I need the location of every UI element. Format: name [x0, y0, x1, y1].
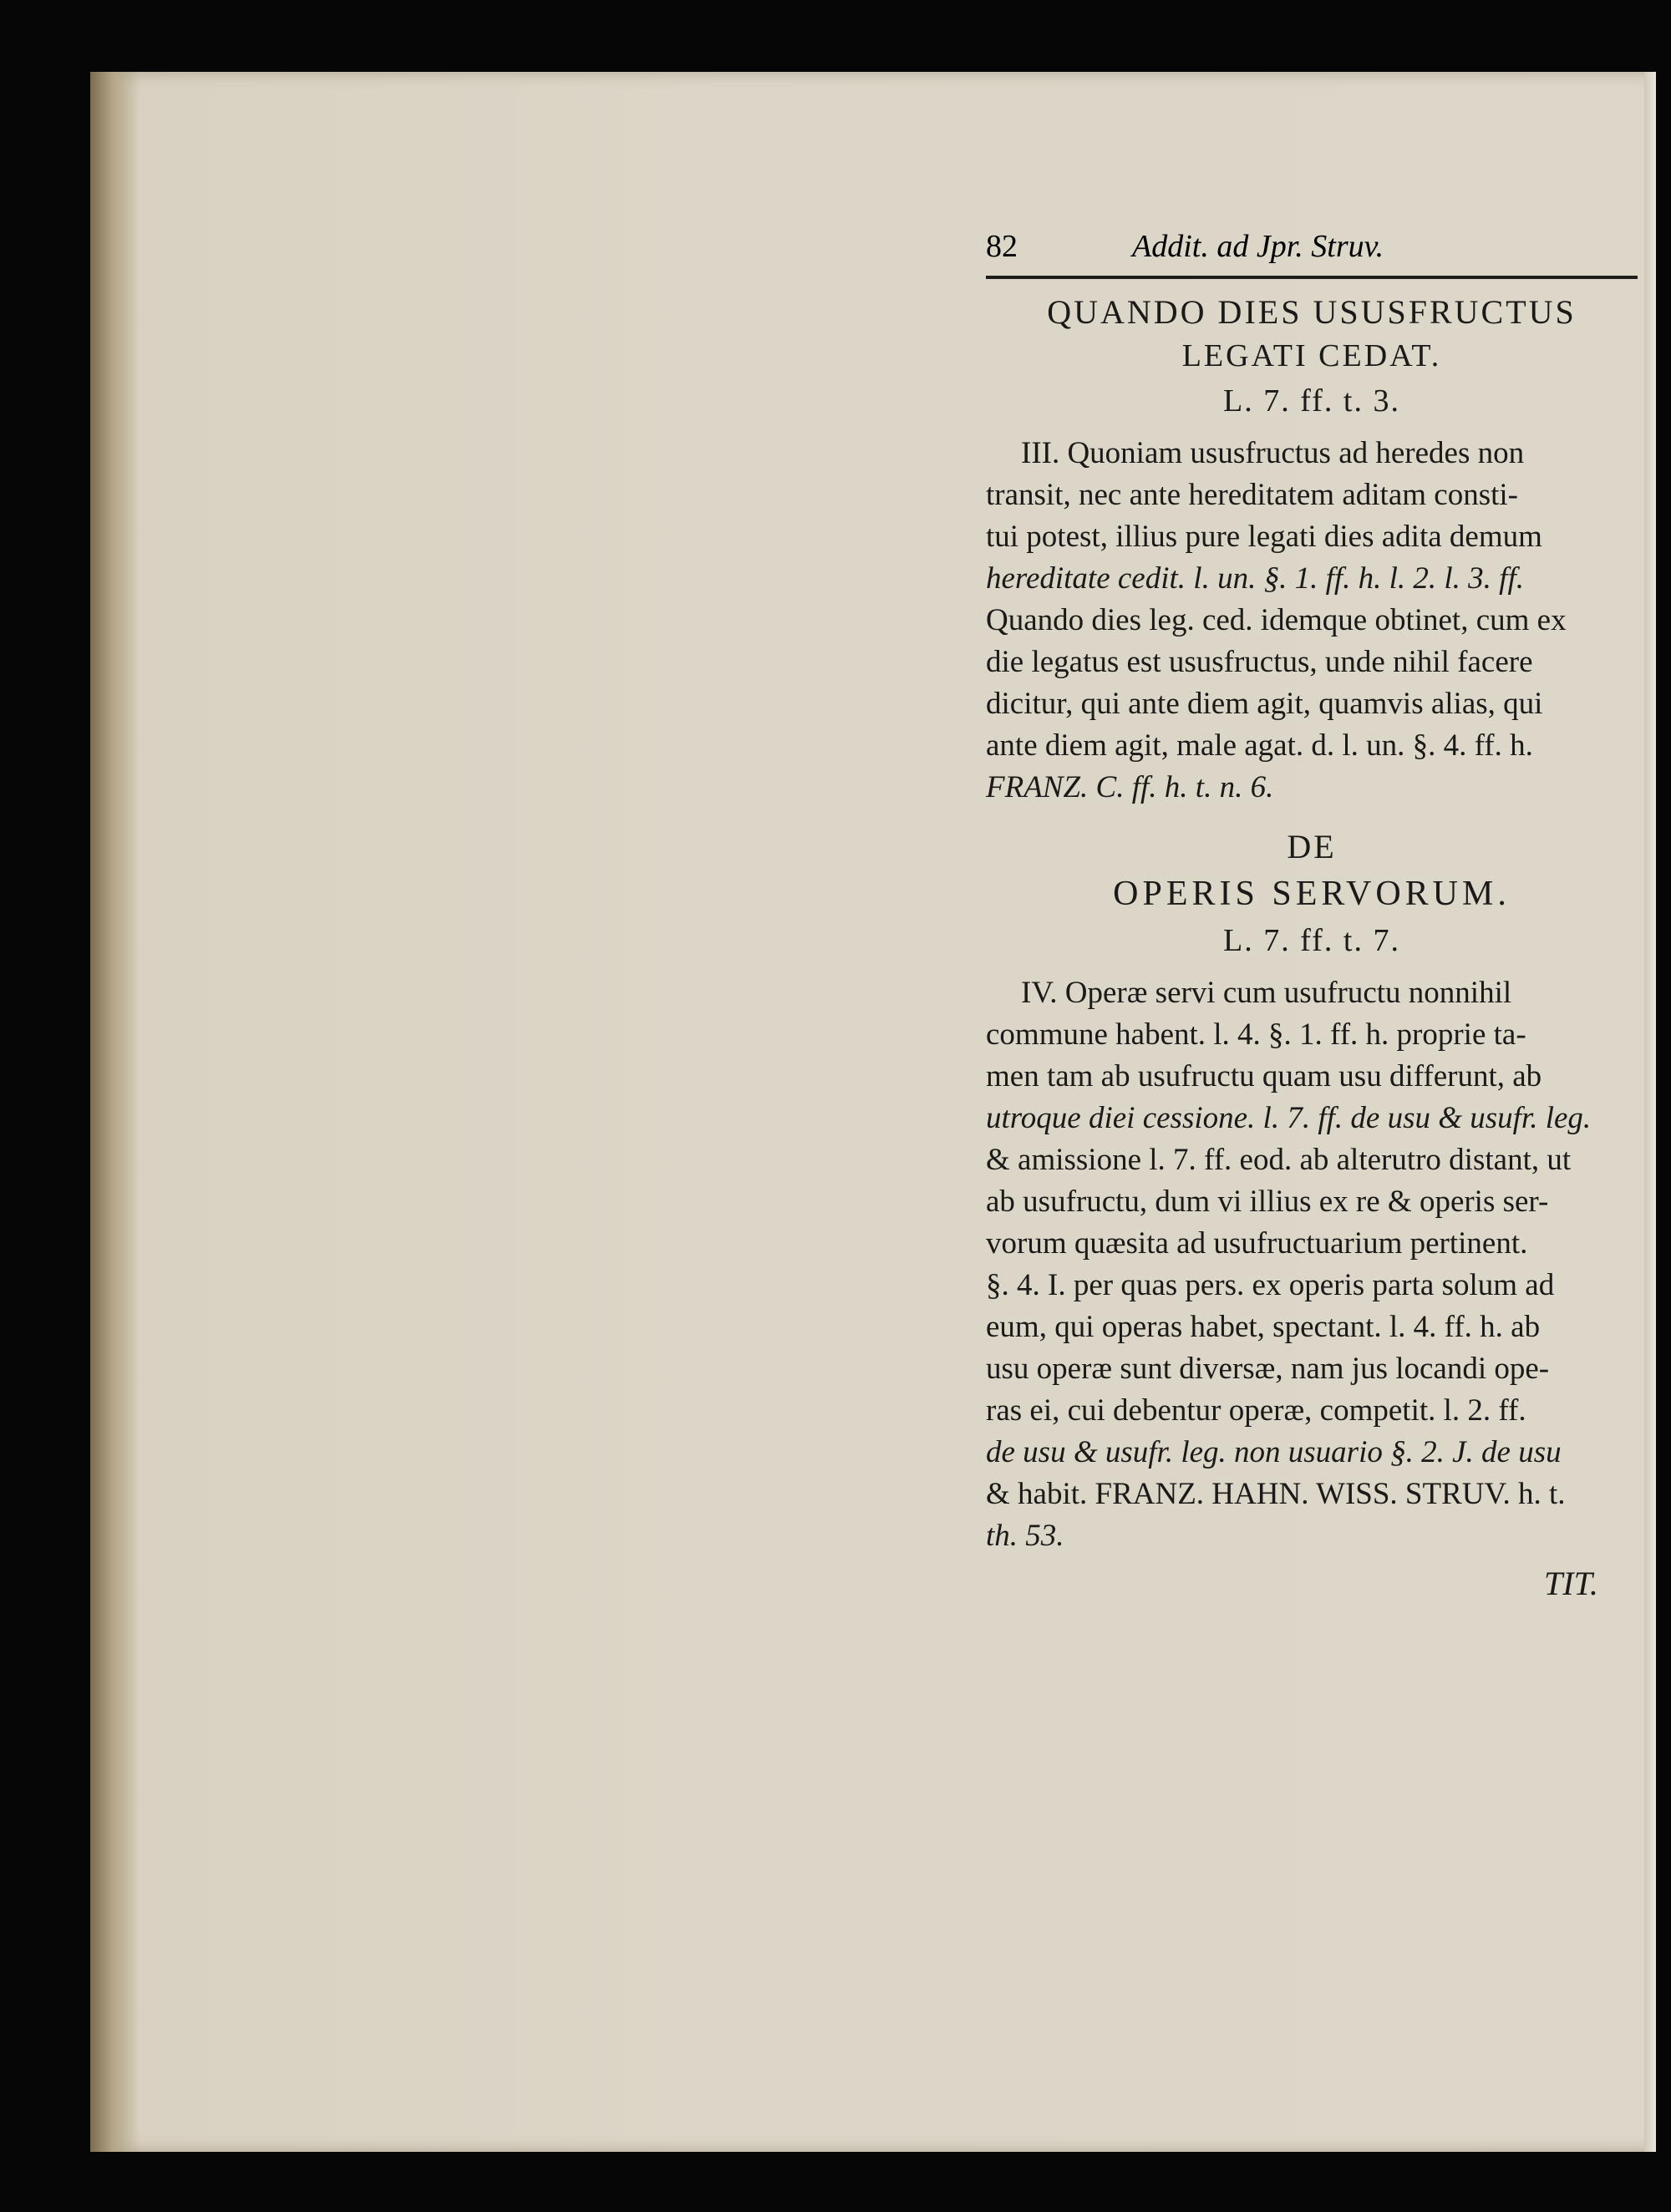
- section2-line: §. 4. I. per quas pers. ex operis parta solum ad: [986, 1268, 1555, 1302]
- section2-line: de usu & usufr. leg. non usuario §. 2. J. de usu: [986, 1435, 1562, 1469]
- section2-line: usu operæ sunt diversæ, nam jus locandi ope-: [986, 1352, 1550, 1386]
- header-rule: [986, 276, 1638, 279]
- section2-line: commune habent. l. 4. §. 1. ff. h. proprie ta-: [986, 1017, 1526, 1052]
- section2-line: men tam ab usufructu quam usu differunt, ab: [986, 1059, 1542, 1093]
- section1-title-line2: LEGATI CEDAT.: [1181, 338, 1442, 373]
- catchword: TIT.: [1544, 1565, 1598, 1602]
- section1-reference: L. 7. ff. t. 3.: [1223, 383, 1400, 419]
- section2-reference: L. 7. ff. t. 7.: [1223, 923, 1400, 958]
- section1-line: III. Quoniam ususfructus ad heredes non: [1021, 436, 1525, 470]
- section1-line: die legatus est ususfructus, unde nihil facere: [986, 645, 1533, 679]
- section1-line: tui potest, illius pure legati dies adita demum: [986, 520, 1542, 554]
- section1-line: transit, nec ante hereditatem aditam consti-: [986, 478, 1518, 512]
- section2-line: ab usufructu, dum vi illius ex re & operis ser-: [986, 1185, 1549, 1219]
- page-edge: [1644, 72, 1656, 2152]
- section2-title-line2: OPERIS SERVORUM.: [1113, 875, 1511, 913]
- running-title: Addit. ad Jpr. Struv.: [1132, 229, 1384, 264]
- section1-line: Quando dies leg. ced. idemque obtinet, cum ex: [986, 603, 1567, 637]
- section2-line: eum, qui operas habet, spectant. l. 4. ff. h. ab: [986, 1310, 1541, 1344]
- section1-line: FRANZ. C. ff. h. t. n. 6.: [986, 770, 1274, 804]
- section1-title-line1: QUANDO DIES USUSFRUCTUS: [1047, 293, 1577, 331]
- section2-line: vorum quæsita ad usufructuarium pertinent.: [986, 1226, 1528, 1261]
- page-number: 82: [986, 229, 1018, 264]
- section2-title-line1: DE: [1287, 828, 1337, 865]
- section2-line: & habit. FRANZ. HAHN. WISS. STRUV. h. t.: [986, 1477, 1566, 1511]
- section1-line: hereditate cedit. l. un. §. 1. ff. h. l. 2. l. 3. ff.: [986, 561, 1524, 596]
- page-gutter-shadow: [90, 72, 140, 2152]
- section2-line: & amissione l. 7. ff. eod. ab alterutro distant, ut: [986, 1143, 1572, 1177]
- section2-line: utroque diei cessione. l. 7. ff. de usu & usufr. leg.: [986, 1101, 1592, 1135]
- running-head: [986, 226, 1638, 267]
- section1-line: dicitur, qui ante diem agit, quamvis alias, qui: [986, 687, 1543, 721]
- section2-line: th. 53.: [986, 1519, 1064, 1553]
- section1-line: ante diem agit, male agat. d. l. un. §. 4. ff. h.: [986, 728, 1533, 763]
- section2-line: IV. Operæ servi cum usufructu nonnihil: [1021, 976, 1512, 1010]
- section2-line: ras ei, cui debentur operæ, competit. l. 2. ff.: [986, 1393, 1526, 1428]
